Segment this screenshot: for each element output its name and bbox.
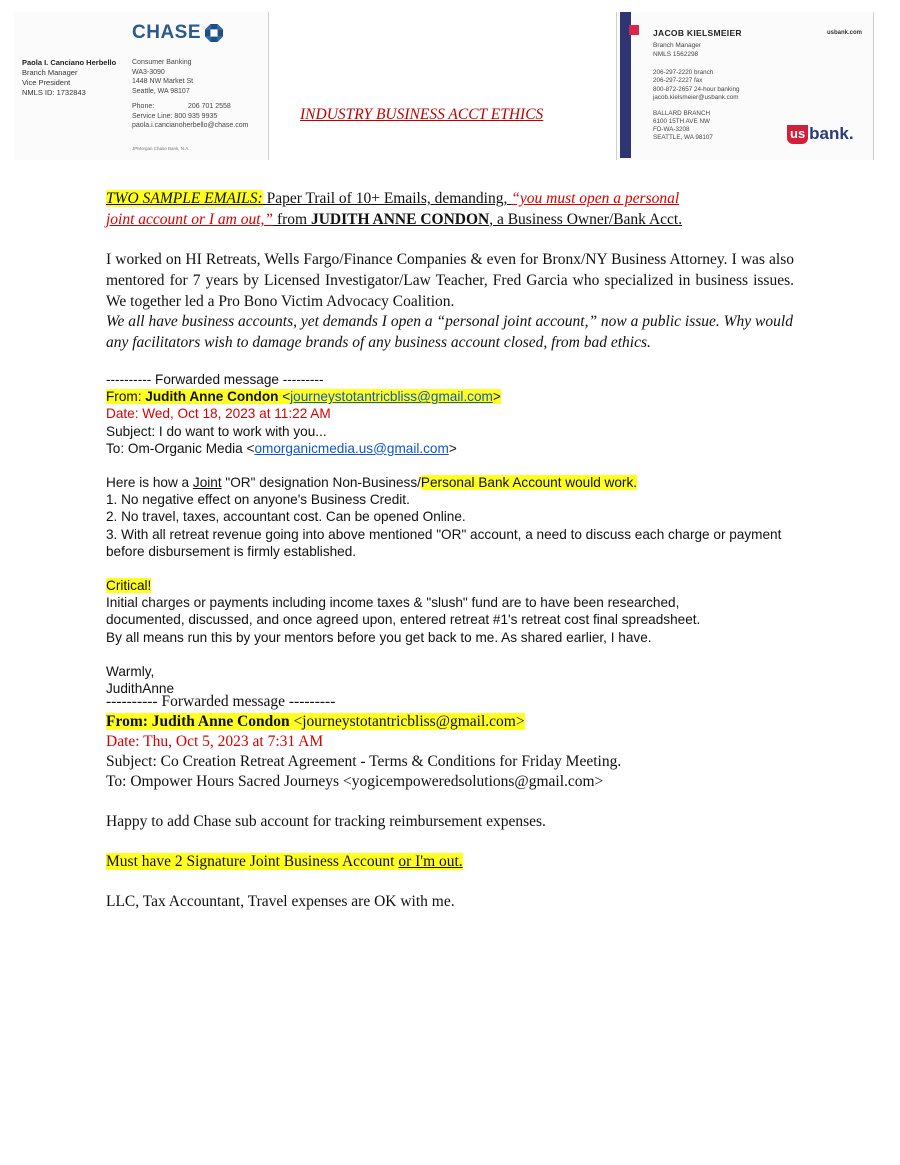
chase-footer: JPMorgan Chase Bank, N.A.: [132, 146, 190, 151]
usbank-logo-bank: bank.: [809, 124, 854, 143]
chase-contact-name: Paola I. Canciano Herbello: [22, 58, 117, 67]
chase-contact-nmls: NMLS ID: 1732843: [22, 88, 86, 97]
chase-contact-title2: Vice President: [22, 78, 71, 87]
chase-octagon-icon: [205, 24, 223, 42]
email-2-line-1: Happy to add Chase sub account for tracking reimbursement expenses.: [106, 813, 546, 830]
intro-paragraph: [106, 188, 786, 230]
usbank-nmls: NMLS 1562298: [653, 50, 699, 58]
issue-paragraph: We all have business accounts, yet demands I open a “personal joint account,” now a public issue. Why would any facilitators wish to damage brands of any business account closed, from bad ethics.: [106, 313, 793, 351]
email-1: ---------- Forwarded message --------- From: Judith Anne Condon <journeystotantricbliss@gmail.com> Date: Wed, Oct 18, 2023 at 11:22 AM Subject: I do want to work with you... To: Om-Organic Media <omorganicmedia.us@gmail.com> Here is how a Joint "OR" designation Non-Business/Personal Bank Account would work. 1. No negative effect on anyone's Business Credit. 2. No travel, taxes, accountant cost. Can be opened Online. 3. With all retreat revenue going into above mentioned "OR" account, a need to discuss each charge or payment before disbursement is firmly established. Critical! Initial charges or payments including income taxes & "slush" fund are to have been researched, documented, discussed, and once agreed upon, entered retreat #1's retreat cost final spreadsheet. By all means run this by your mentors before you get back to me. As shared earlier, I have. Warmly, JudithAnne: [106, 371, 806, 697]
email-1-forward-line: ---------- Forwarded message ---------: [106, 372, 324, 387]
email-2-from-email: <journeystotantricbliss@gmail.com>: [289, 713, 525, 730]
usbank-branch-name: BALLARD BRANCH: [653, 110, 711, 117]
chase-phone-block: [132, 102, 248, 131]
email-1-critical-text-2: By all means run this by your mentors before you get back to me. As shared earlier, I have.: [106, 629, 652, 645]
chase-dept: Consumer Banking: [132, 59, 192, 66]
usbank-phone-24h: 800-872-2657 24-hour banking: [653, 85, 740, 93]
chase-phone: 206 701 2558: [188, 103, 231, 110]
intro-quote-b: joint account or I am out,”: [106, 211, 274, 228]
usbank-branch-city: SEATTLE, WA 98107: [653, 134, 713, 141]
email-1-from-email-link[interactable]: journeystotantricbliss@gmail.com: [290, 389, 493, 405]
email-1-to-label: To: Om-Organic Media <: [106, 440, 255, 456]
email-2-from-line: [106, 713, 525, 730]
chase-service: 800 935 9935: [174, 112, 218, 120]
usbank-title: Branch Manager: [653, 42, 702, 49]
usbank-business-card: [616, 12, 874, 160]
chase-email: paola.i.cancianoherbello@chase.com: [132, 122, 249, 129]
email-2-subject: Subject: Co Creation Retreat Agreement - Terms & Conditions for Friday Meeting.: [106, 753, 622, 770]
usbank-phone-fax: 206-297-2227 fax: [653, 77, 703, 85]
email-1-body-a: Here is how a: [106, 475, 193, 491]
email-1-from-line: From: Judith Anne Condon <journeystotantricbliss@gmail.com>: [106, 389, 501, 405]
email-1-from-label: From:: [106, 389, 146, 405]
chase-code: WA3-3090: [132, 68, 165, 76]
email-1-body-joint: Joint: [192, 475, 222, 491]
chase-address1: 1448 NW Market St: [132, 78, 194, 85]
chase-business-card: [14, 12, 269, 160]
intro-label: TWO SAMPLE EMAILS:: [106, 190, 263, 207]
chase-logo: [132, 22, 223, 44]
email-2-from-label: From:: [106, 713, 152, 730]
usbank-title-block: [653, 42, 701, 59]
email-2-date: Date: Thu, Oct 5, 2023 at 7:31 AM: [106, 733, 324, 750]
chase-address-block: [132, 58, 193, 96]
intro-text1: Paper Trail of 10+ Emails, demanding,: [262, 190, 512, 207]
chase-address2: Seattle, WA 98107: [132, 87, 190, 95]
email-2-line-2b: or I'm out.: [398, 853, 463, 870]
intro-text2: from: [273, 211, 311, 228]
page-heading: INDUSTRY BUSINESS ACCT ETHICS: [300, 106, 544, 123]
chase-contact-name-block: [22, 58, 116, 98]
email-1-to-email-link[interactable]: omorganicmedia.us@gmail.com: [254, 440, 449, 456]
email-2-to: To: Ompower Hours Sacred Journeys <yogicempoweredsolutions@gmail.com>: [106, 773, 604, 790]
usbank-logo-us: us: [787, 125, 808, 144]
email-1-subject: Subject: I do want to work with you...: [106, 423, 327, 439]
email-2-forward-line: ---------- Forwarded message ---------: [106, 693, 336, 710]
email-1-item-1: 1. No negative effect on anyone's Business Credit.: [106, 492, 410, 508]
email-1-critical-text: Initial charges or payments including income taxes & "slush" fund are to have been researched, documented, discussed, and once agreed upon, entered retreat #1's retreat cost final spreadsheet.: [106, 595, 701, 628]
email-2-line-3: LLC, Tax Accountant, Travel expenses are OK with me.: [106, 893, 455, 910]
usbank-card-accent: [629, 25, 639, 35]
email-1-body-b: "OR" designation Non-Business/: [221, 475, 421, 491]
email-2-from-name: Judith Anne Condon: [151, 713, 290, 730]
background-paragraph: I worked on HI Retreats, Wells Fargo/Finance Companies & even for Bronx/NY Business Attorney. I was also mentored for 7 years by Licensed Investigator/Law Teacher, Fred Garcia who specialized in business issues. We together led a Pro Bono Victim Advocacy Coalition.: [106, 251, 794, 310]
email-1-critical: Critical!: [106, 578, 152, 594]
email-1-date: Date: Wed, Oct 18, 2023 at 11:22 AM: [106, 406, 331, 422]
intro-name: JUDITH ANNE CONDON: [310, 211, 490, 228]
email-1-body-highlight: Personal Bank Account would work.: [420, 475, 638, 491]
intro-text3: , a Business Owner/Bank Acct.: [489, 211, 683, 228]
email-2: [106, 692, 826, 912]
usbank-phone-branch: 206-297-2220 branch: [653, 69, 714, 76]
chase-brand-text: CHASE: [132, 22, 202, 43]
usbank-email: jacob.kielsmeier@usbank.com: [653, 93, 739, 101]
usbank-contact-name: JACOB KIELSMEIER: [653, 28, 742, 38]
email-2-line-2a: Must have 2 Signature Joint Business Account: [106, 853, 399, 870]
usbank-logo: [787, 124, 854, 144]
usbank-website: usbank.com: [827, 30, 863, 36]
usbank-branch-code: FD-WA-3208: [653, 126, 690, 133]
email-1-signature: JudithAnne: [106, 681, 175, 697]
chase-phone-label: Phone:: [132, 103, 155, 110]
email-1-from-name: Judith Anne Condon: [145, 389, 279, 405]
email-1-item-2: 2. No travel, taxes, accountant cost. Can be opened Online.: [106, 509, 466, 525]
intro-quote-a: “you must open a personal: [511, 190, 680, 207]
usbank-phone-block: [653, 69, 739, 102]
email-2-demand: [106, 853, 463, 870]
chase-service-label: Service Line:: [132, 112, 173, 120]
email-1-item-3: 3. With all retreat revenue going into above mentioned "OR" account, a need to discuss each charge or payment before disbursement is firmly established.: [106, 526, 782, 559]
usbank-branch-block: [653, 110, 713, 142]
usbank-branch-addr: 6100 15TH AVE NW: [653, 118, 710, 125]
email-1-signoff: Warmly,: [106, 663, 155, 679]
chase-contact-title1: Branch Manager: [22, 68, 78, 77]
